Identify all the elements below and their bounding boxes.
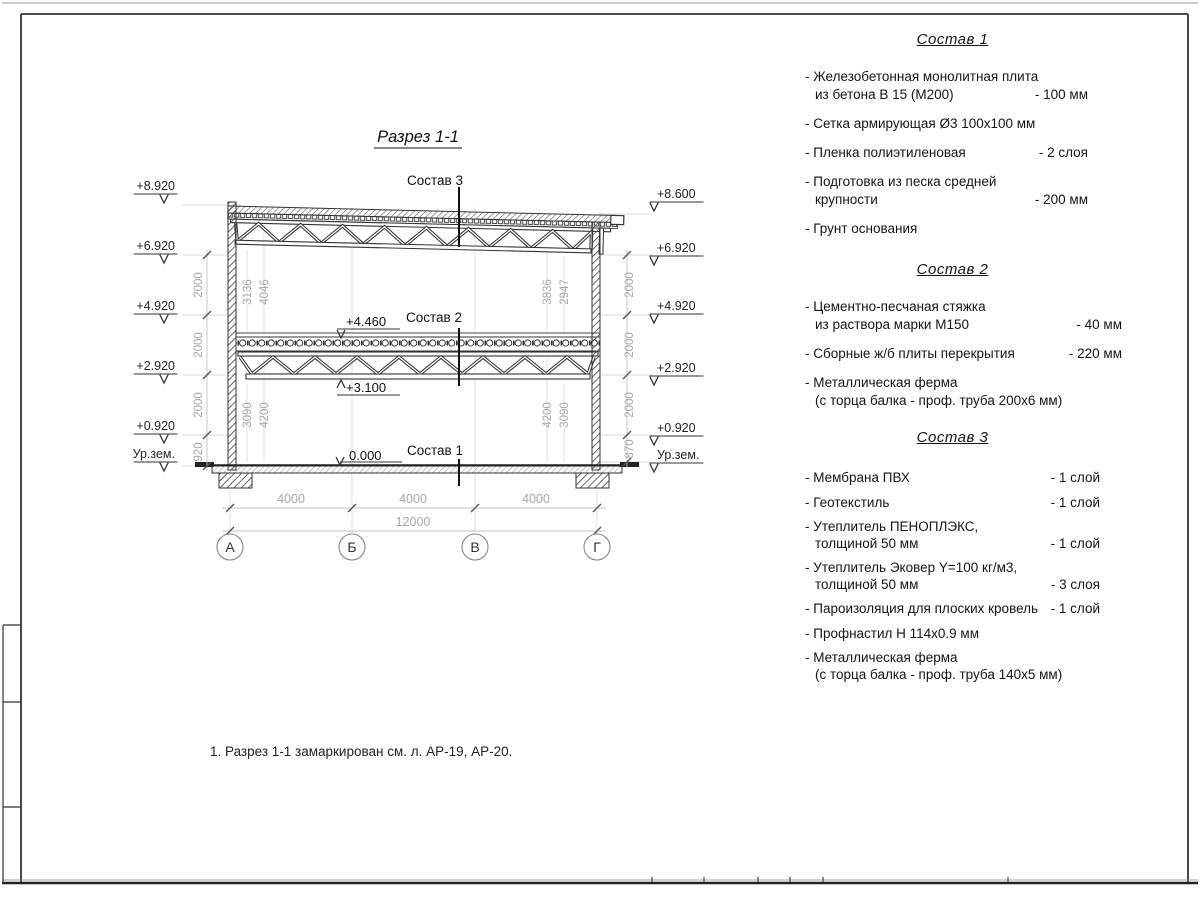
spec-line: - Металлическая ферма <box>805 650 958 665</box>
spec-value: - 2 слоя <box>1038 145 1088 160</box>
floor-truss-webs <box>240 357 594 374</box>
spec-title-2: Состав 2 <box>916 261 989 278</box>
spec-line: - Мембрана ПВХ <box>805 470 910 485</box>
elev-6920 <box>134 239 177 263</box>
elevation-marks-right <box>650 187 703 472</box>
spec-item <box>805 495 1100 512</box>
dim-left-2000a: 2000 <box>193 272 205 298</box>
spec-line: - Пленка полиэтиленовая <box>805 145 966 160</box>
level-truss-bottom: +3.100 <box>346 380 387 395</box>
elev-ground <box>133 447 177 471</box>
elev-left-0: +8.920 <box>136 179 175 193</box>
spec-line: (с торца балка - проф. труба 140х5 мм) <box>815 666 1063 682</box>
elev-8600 <box>650 187 703 211</box>
spec-value: - 40 мм <box>1076 317 1122 332</box>
elev-0920 <box>134 419 177 443</box>
spec-item <box>805 560 1100 593</box>
spec-item <box>805 173 1100 209</box>
spec-line: - Цементно-песчаная стяжка <box>805 299 986 314</box>
spec-line: (с торца балка - проф. труба 200х6 мм) <box>815 393 1063 408</box>
axis-v: В <box>470 539 480 555</box>
elev-6920r <box>650 241 703 265</box>
spec-line: из бетона В 15 (М200) <box>815 87 954 102</box>
elev-8920 <box>134 179 177 203</box>
spec-value: - 200 мм <box>1034 192 1088 207</box>
dim-3090l: 3090 <box>242 402 254 428</box>
spec-section-3 <box>805 429 1100 691</box>
spec-line: - Утеплитель Эковер Y=100 кг/м3, <box>805 560 1018 575</box>
elev-left-1: +6.920 <box>136 239 175 253</box>
dim-3136: 3136 <box>242 279 254 305</box>
spec-value: - 3 слоя <box>1050 576 1100 592</box>
label-sostav-3: Состав 3 <box>407 173 463 188</box>
dim-4000a: 4000 <box>277 492 305 506</box>
spec-item <box>805 220 1100 238</box>
elev-right-1: +6.920 <box>657 241 696 255</box>
spec-item <box>805 519 1100 552</box>
spec-line: из раствора марки М150 <box>815 317 969 332</box>
dim-right-2000b: 2000 <box>624 332 636 358</box>
spec-item <box>805 626 1100 643</box>
drawing-title <box>374 128 462 148</box>
dim-4046: 4046 <box>259 279 271 305</box>
dim-4200l: 4200 <box>259 402 271 428</box>
dim-3090r: 3090 <box>559 402 571 428</box>
bottom-dims <box>222 492 606 535</box>
spec-value: - 1 слой <box>1050 494 1100 510</box>
spec-line: толщиной 50 мм <box>815 576 919 592</box>
dim-chain-left <box>193 250 211 471</box>
dim-4000c: 4000 <box>522 492 550 506</box>
elev-4920 <box>134 299 177 323</box>
spec-value: - 1 слой <box>1050 470 1100 485</box>
spec-line: - Утеплитель ПЕНОПЛЭКС, <box>805 519 979 534</box>
spec-value: - 1 слой <box>1050 535 1100 551</box>
spec-line: крупности <box>815 192 878 207</box>
elev-right-3: +2.920 <box>657 361 696 375</box>
spec-line: - Профнастил Н 114х0.9 мм <box>805 625 979 641</box>
dim-4200r: 4200 <box>542 402 554 428</box>
drawing-note: 1. Разрез 1-1 замаркирован см. л. АР-19, АР-20. <box>210 744 513 759</box>
elev-right-5: Ур.зем. <box>657 448 700 462</box>
dim-right-2000a: 2000 <box>624 272 636 298</box>
elev-right-0: +8.600 <box>657 187 696 201</box>
elev-left-2: +4.920 <box>136 299 175 313</box>
level-3100 <box>337 380 400 395</box>
dim-12000: 12000 <box>395 515 431 529</box>
floor-assembly <box>236 333 600 379</box>
level-0000 <box>336 448 402 465</box>
section-title: Разрез 1-1 <box>377 128 459 146</box>
spec-line: - Грунт основания <box>805 221 918 236</box>
elev-0920r <box>650 421 703 445</box>
spec-item <box>805 470 1100 487</box>
roof-assembly <box>227 206 624 255</box>
axis-g: Г <box>593 539 601 555</box>
spec-line: - Геотекстиль <box>805 494 890 510</box>
spec-value: - 100 мм <box>1034 87 1088 102</box>
dim-4000b: 4000 <box>399 492 427 506</box>
spec-line: - Сборные ж/б плиты перекрытия <box>805 346 1015 361</box>
elev-2920r <box>650 361 703 385</box>
elev-right-2: +4.920 <box>657 299 696 313</box>
level-slab-top: +4.460 <box>346 314 387 329</box>
spec-section-1 <box>805 31 1100 249</box>
label-sostav-1: Состав 1 <box>407 443 463 458</box>
title-block-ticks <box>652 877 1008 882</box>
spec-item <box>805 601 1100 618</box>
elev-groundr <box>650 448 703 472</box>
elev-left-5: Ур.зем. <box>132 447 175 461</box>
axis-a: А <box>225 539 235 555</box>
ground-slab <box>195 462 639 488</box>
spec-item <box>805 144 1100 162</box>
elevation-marks-left <box>133 179 177 471</box>
dim-right-870: 870 <box>624 439 636 459</box>
spec-title-1: Состав 1 <box>916 31 989 48</box>
axis-b: Б <box>347 539 357 555</box>
spec-line: - Металлическая ферма <box>805 375 958 390</box>
spec-line: - Подготовка из песка средней <box>805 174 997 189</box>
elev-4920r <box>650 299 703 323</box>
dim-right-2000c: 2000 <box>624 392 636 418</box>
spec-title-3: Состав 3 <box>916 429 989 446</box>
dim-2947: 2947 <box>559 279 571 305</box>
spec-item <box>805 374 1100 410</box>
spec-value: - 220 мм <box>1068 346 1122 361</box>
dim-3836: 3836 <box>542 279 554 305</box>
dim-left-920: 920 <box>193 442 205 462</box>
elev-2920 <box>134 359 177 383</box>
level-floor: 0.000 <box>349 448 382 463</box>
spec-line: - Железобетонная монолитная плита <box>805 69 1039 84</box>
spec-line: - Пароизоляция для плоских кровель <box>805 601 1039 616</box>
spec-value: - 1 слой <box>1050 601 1100 616</box>
spec-item <box>805 68 1100 104</box>
spec-item <box>805 345 1122 363</box>
axis-bubbles <box>217 534 610 560</box>
dim-left-2000b: 2000 <box>193 332 205 358</box>
spec-item <box>805 298 1122 334</box>
elev-left-3: +2.920 <box>136 359 175 373</box>
spec-line: толщиной 50 мм <box>815 535 919 551</box>
spec-item <box>805 650 1100 683</box>
elev-right-4: +0.920 <box>657 421 696 435</box>
elev-left-4: +0.920 <box>136 419 175 433</box>
dim-left-2000c: 2000 <box>193 392 205 418</box>
spec-line: - Сетка армирующая Ø3 100х100 мм <box>805 116 1036 131</box>
spec-item <box>805 115 1100 133</box>
spec-section-2 <box>805 261 1122 421</box>
label-sostav-2: Состав 2 <box>406 310 462 325</box>
